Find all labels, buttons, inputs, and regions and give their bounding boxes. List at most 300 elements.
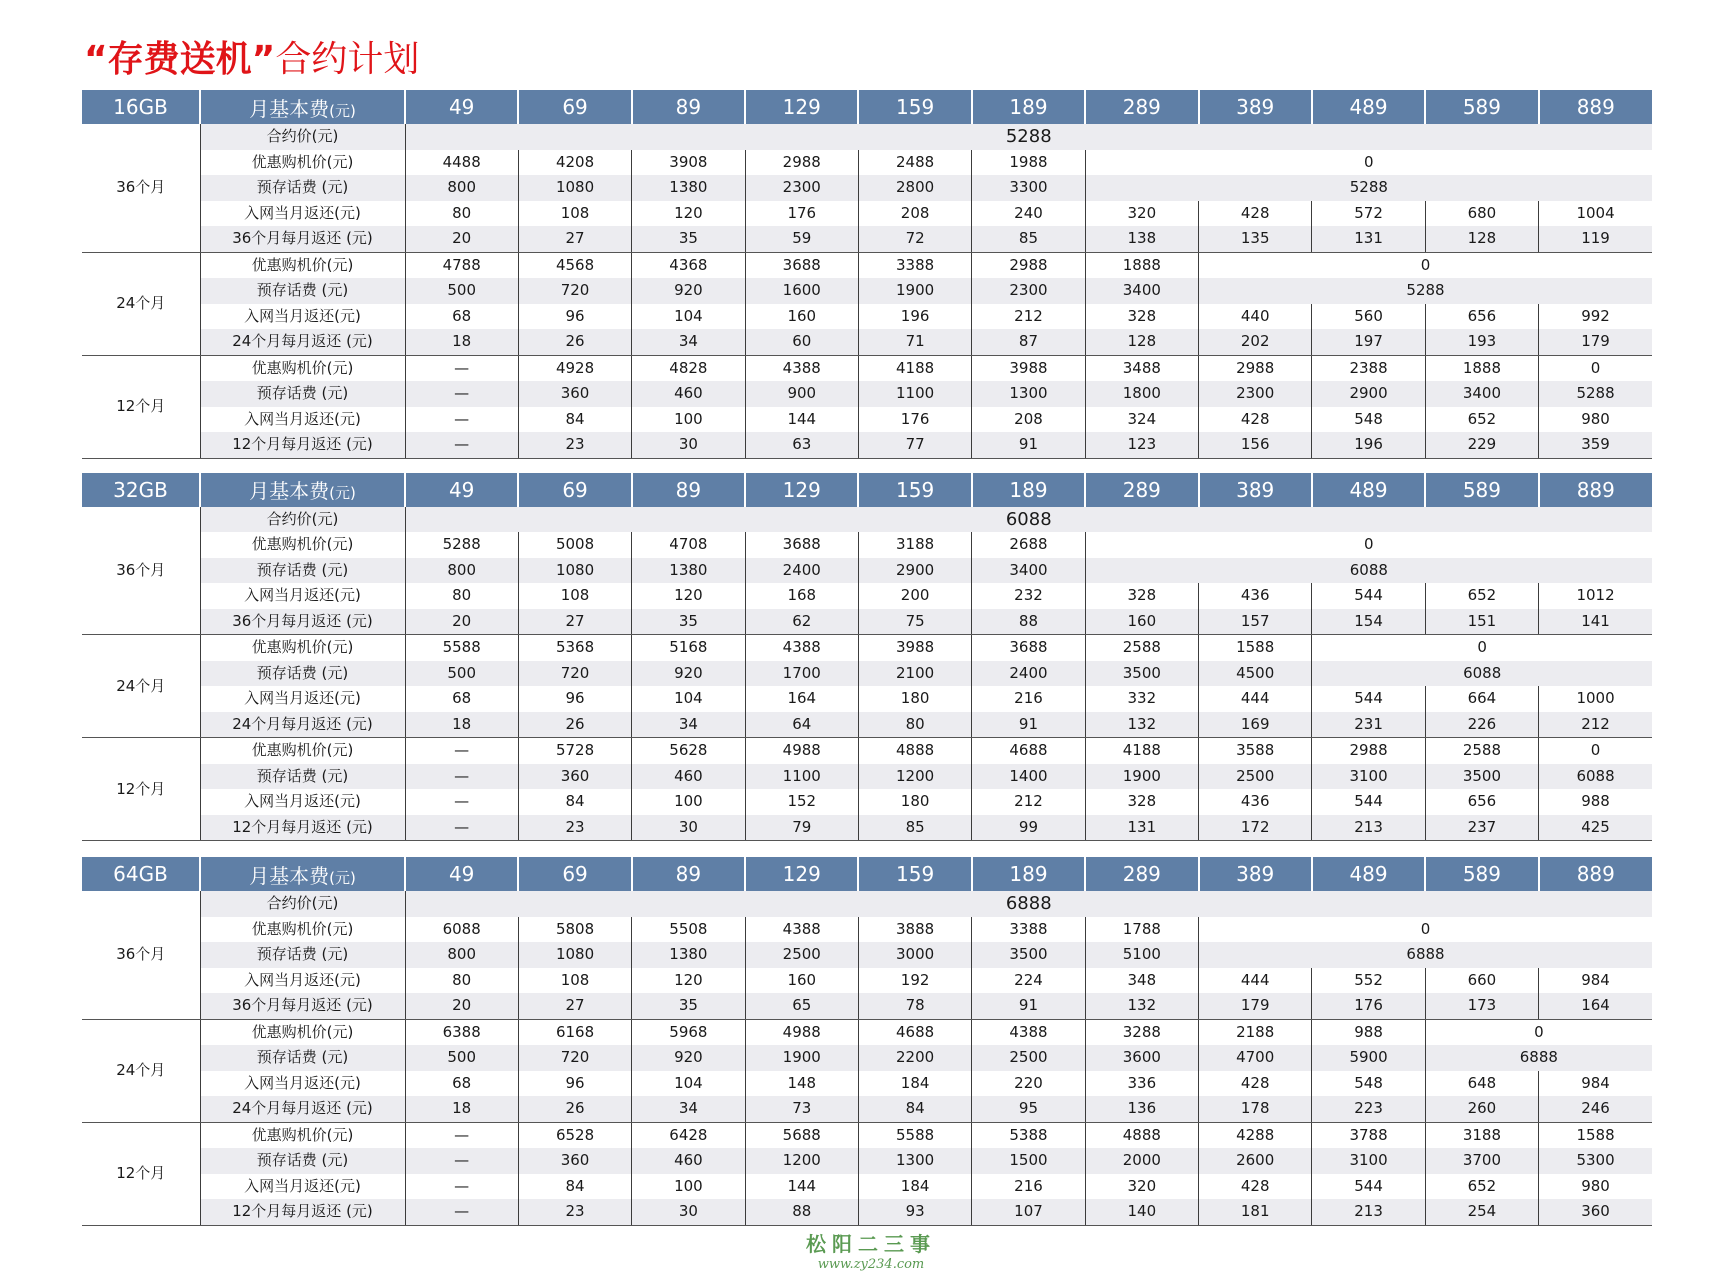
value-cell: 2588	[1425, 738, 1538, 764]
table-row	[82, 532, 1652, 558]
tier-header: 69	[518, 473, 631, 507]
value-cell: 6168	[518, 1019, 631, 1045]
row-label: 36个月每月返还 (元)	[200, 609, 405, 635]
table-row	[82, 124, 1652, 150]
table-row	[82, 583, 1652, 609]
value-cell: 95	[972, 1096, 1085, 1122]
plan-table-16gb	[82, 90, 1652, 459]
value-cell: 120	[632, 201, 745, 227]
value-cell: —	[405, 1199, 518, 1225]
plan-table-64gb	[82, 857, 1652, 1226]
value-cell: 0	[1539, 355, 1652, 381]
row-label: 12个月每月返还 (元)	[200, 815, 405, 841]
tier-header: 189	[972, 473, 1085, 507]
value-cell: 184	[858, 1174, 971, 1200]
merged-value-cell: 0	[1085, 532, 1652, 558]
value-cell: 85	[972, 226, 1085, 252]
value-cell: 436	[1199, 789, 1312, 815]
table-row	[82, 558, 1652, 584]
row-label: 入网当月返还(元)	[200, 407, 405, 433]
value-cell: 544	[1312, 583, 1425, 609]
value-cell: 128	[1085, 329, 1198, 355]
value-cell: 240	[972, 201, 1085, 227]
value-cell: 1900	[1085, 764, 1198, 790]
value-cell: 80	[405, 201, 518, 227]
row-label: 预存话费 (元)	[200, 381, 405, 407]
title-bold: “存费送机”	[84, 39, 276, 80]
table-row	[82, 635, 1652, 661]
tier-header: 49	[405, 857, 518, 891]
value-cell: 5008	[518, 532, 631, 558]
value-cell: 77	[858, 432, 971, 458]
value-cell: 5288	[405, 532, 518, 558]
value-cell: 3100	[1312, 1148, 1425, 1174]
value-cell: 108	[518, 968, 631, 994]
value-cell: 3188	[1425, 1122, 1538, 1148]
value-cell: 460	[632, 1148, 745, 1174]
value-cell: 30	[632, 432, 745, 458]
value-cell: 652	[1425, 1174, 1538, 1200]
value-cell: 23	[518, 815, 631, 841]
table-row	[82, 764, 1652, 790]
value-cell: 3688	[972, 635, 1085, 661]
value-cell: 5968	[632, 1019, 745, 1045]
row-label: 入网当月返还(元)	[200, 201, 405, 227]
value-cell: 460	[632, 381, 745, 407]
value-cell: 2500	[972, 1045, 1085, 1071]
value-cell: 85	[858, 815, 971, 841]
tier-header: 159	[858, 90, 971, 124]
value-cell: 1988	[972, 150, 1085, 176]
value-cell: 223	[1312, 1096, 1425, 1122]
value-cell: 3000	[858, 942, 971, 968]
value-cell: 2588	[1085, 635, 1198, 661]
value-cell: 428	[1199, 407, 1312, 433]
table-row	[82, 355, 1652, 381]
monthly-fee-header	[200, 90, 405, 124]
value-cell: 360	[518, 381, 631, 407]
value-cell: 138	[1085, 226, 1198, 252]
value-cell: 246	[1539, 1096, 1652, 1122]
value-cell: 984	[1539, 968, 1652, 994]
value-cell: 154	[1312, 609, 1425, 635]
table-row	[82, 968, 1652, 994]
value-cell: 100	[632, 789, 745, 815]
title-normal: 合约计划	[275, 39, 420, 80]
table-row	[82, 1122, 1652, 1148]
table-gap	[82, 841, 1652, 857]
value-cell: 3788	[1312, 1122, 1425, 1148]
value-cell: 169	[1199, 712, 1312, 738]
monthly-fee-unit: (元)	[329, 484, 356, 502]
period-cell: 36个月	[82, 507, 200, 635]
value-cell: —	[405, 738, 518, 764]
value-cell: 180	[858, 686, 971, 712]
monthly-fee-label: 月基本费	[249, 479, 330, 503]
value-cell: 34	[632, 1096, 745, 1122]
value-cell: 212	[1539, 712, 1652, 738]
value-cell: 68	[405, 1071, 518, 1097]
value-cell: 2300	[972, 278, 1085, 304]
value-cell: 3100	[1312, 764, 1425, 790]
value-cell: 2900	[1312, 381, 1425, 407]
value-cell: 35	[632, 993, 745, 1019]
value-cell: 160	[745, 968, 858, 994]
value-cell: 980	[1539, 1174, 1652, 1200]
tier-header: 589	[1425, 90, 1538, 124]
value-cell: 30	[632, 815, 745, 841]
value-cell: 1600	[745, 278, 858, 304]
value-cell: 5100	[1085, 942, 1198, 968]
table-row	[82, 686, 1652, 712]
value-cell: 1012	[1539, 583, 1652, 609]
value-cell: 144	[745, 407, 858, 433]
value-cell: 196	[858, 304, 971, 330]
value-cell: 1100	[858, 381, 971, 407]
watermark	[796, 1228, 946, 1272]
merged-value-cell: 5288	[1085, 175, 1652, 201]
tier-header: 289	[1085, 857, 1198, 891]
value-cell: 1588	[1539, 1122, 1652, 1148]
value-cell: 6428	[632, 1122, 745, 1148]
value-cell: 128	[1425, 226, 1538, 252]
row-label: 优惠购机价(元)	[200, 252, 405, 278]
value-cell: 224	[972, 968, 1085, 994]
header-row	[82, 90, 1652, 124]
tier-header: 889	[1539, 857, 1652, 891]
value-cell: 1300	[972, 381, 1085, 407]
value-cell: 4928	[518, 355, 631, 381]
table-row	[82, 304, 1652, 330]
table-row	[82, 712, 1652, 738]
value-cell: 132	[1085, 712, 1198, 738]
row-label: 预存话费 (元)	[200, 942, 405, 968]
value-cell: 80	[405, 968, 518, 994]
value-cell: 202	[1199, 329, 1312, 355]
value-cell: 444	[1199, 968, 1312, 994]
row-label: 入网当月返还(元)	[200, 789, 405, 815]
value-cell: 4568	[518, 252, 631, 278]
table-row	[82, 789, 1652, 815]
value-cell: 62	[745, 609, 858, 635]
value-cell: 96	[518, 1071, 631, 1097]
tier-header: 189	[972, 90, 1085, 124]
value-cell: 2000	[1085, 1148, 1198, 1174]
value-cell: 560	[1312, 304, 1425, 330]
tier-header: 159	[858, 857, 971, 891]
row-label: 预存话费 (元)	[200, 175, 405, 201]
value-cell: 64	[745, 712, 858, 738]
value-cell: 176	[1312, 993, 1425, 1019]
value-cell: 428	[1199, 201, 1312, 227]
value-cell: 3988	[972, 355, 1085, 381]
value-cell: 30	[632, 1199, 745, 1225]
monthly-fee-label: 月基本费	[249, 863, 330, 888]
merged-value-cell: 6088	[1312, 661, 1652, 687]
value-cell: 500	[405, 1045, 518, 1071]
table-row	[82, 1199, 1652, 1225]
value-cell: 656	[1425, 304, 1538, 330]
value-cell: 136	[1085, 1096, 1198, 1122]
row-label: 入网当月返还(元)	[200, 686, 405, 712]
monthly-fee-header	[200, 473, 405, 507]
value-cell: —	[405, 815, 518, 841]
value-cell: 4208	[518, 150, 631, 176]
value-cell: 35	[632, 609, 745, 635]
value-cell: 35	[632, 226, 745, 252]
value-cell: 4988	[745, 1019, 858, 1045]
value-cell: 208	[858, 201, 971, 227]
value-cell: 3500	[1425, 764, 1538, 790]
row-label: 优惠购机价(元)	[200, 1019, 405, 1045]
tier-header: 389	[1199, 473, 1312, 507]
tier-header: 129	[745, 857, 858, 891]
value-cell: 157	[1199, 609, 1312, 635]
value-cell: 2400	[745, 558, 858, 584]
row-label: 优惠购机价(元)	[200, 635, 405, 661]
value-cell: 1800	[1085, 381, 1198, 407]
value-cell: 920	[632, 661, 745, 687]
value-cell: 173	[1425, 993, 1538, 1019]
watermark-name: 松阳二三事	[806, 1232, 936, 1256]
tier-header: 389	[1199, 90, 1312, 124]
value-cell: 20	[405, 226, 518, 252]
value-cell: 26	[518, 712, 631, 738]
value-cell: 5808	[518, 917, 631, 943]
value-cell: 18	[405, 1096, 518, 1122]
value-cell: 3400	[972, 558, 1085, 584]
value-cell: 131	[1085, 815, 1198, 841]
value-cell: 1588	[1199, 635, 1312, 661]
table-body	[82, 507, 1652, 841]
value-cell: 160	[1085, 609, 1198, 635]
value-cell: 2988	[745, 150, 858, 176]
value-cell: 180	[858, 789, 971, 815]
row-label: 合约价(元)	[200, 507, 405, 533]
value-cell: —	[405, 355, 518, 381]
value-cell: 68	[405, 304, 518, 330]
value-cell: 6388	[405, 1019, 518, 1045]
value-cell: 720	[518, 661, 631, 687]
value-cell: 237	[1425, 815, 1538, 841]
value-cell: 1080	[518, 175, 631, 201]
value-cell: 181	[1199, 1199, 1312, 1225]
value-cell: 2300	[745, 175, 858, 201]
value-cell: 212	[972, 304, 1085, 330]
value-cell: 73	[745, 1096, 858, 1122]
period-cell: 12个月	[82, 738, 200, 841]
value-cell: 2488	[858, 150, 971, 176]
value-cell: 3500	[972, 942, 1085, 968]
capacity-cell: 16GB	[82, 90, 200, 124]
value-cell: 324	[1085, 407, 1198, 433]
value-cell: 193	[1425, 329, 1538, 355]
value-cell: 192	[858, 968, 971, 994]
row-label: 优惠购机价(元)	[200, 355, 405, 381]
value-cell: 5900	[1312, 1045, 1425, 1071]
value-cell: 3688	[745, 532, 858, 558]
period-cell: 24个月	[82, 1019, 200, 1122]
value-cell: 2388	[1312, 355, 1425, 381]
value-cell: 544	[1312, 1174, 1425, 1200]
value-cell: 131	[1312, 226, 1425, 252]
value-cell: 3400	[1085, 278, 1198, 304]
value-cell: 213	[1312, 1199, 1425, 1225]
period-cell: 12个月	[82, 1122, 200, 1225]
value-cell: 1888	[1425, 355, 1538, 381]
value-cell: 2800	[858, 175, 971, 201]
value-cell: 440	[1199, 304, 1312, 330]
value-cell: —	[405, 1174, 518, 1200]
value-cell: 71	[858, 329, 971, 355]
value-cell: 208	[972, 407, 1085, 433]
capacity-cell: 64GB	[82, 857, 200, 891]
table-row	[82, 226, 1652, 252]
value-cell: 920	[632, 1045, 745, 1071]
value-cell: 4688	[972, 738, 1085, 764]
value-cell: 3500	[1085, 661, 1198, 687]
tier-header: 189	[972, 857, 1085, 891]
value-cell: 232	[972, 583, 1085, 609]
value-cell: 135	[1199, 226, 1312, 252]
row-label: 入网当月返还(元)	[200, 1071, 405, 1097]
row-label: 预存话费 (元)	[200, 661, 405, 687]
value-cell: 544	[1312, 789, 1425, 815]
value-cell: —	[405, 764, 518, 790]
value-cell: 6088	[1539, 764, 1652, 790]
value-cell: 59	[745, 226, 858, 252]
value-cell: 2100	[858, 661, 971, 687]
value-cell: 18	[405, 712, 518, 738]
value-cell: 80	[858, 712, 971, 738]
tier-header: 589	[1425, 473, 1538, 507]
value-cell: 108	[518, 583, 631, 609]
header-row	[82, 857, 1652, 891]
value-cell: 3688	[745, 252, 858, 278]
value-cell: 197	[1312, 329, 1425, 355]
value-cell: 226	[1425, 712, 1538, 738]
table-row	[82, 1148, 1652, 1174]
value-cell: 5728	[518, 738, 631, 764]
monthly-fee-unit: (元)	[329, 101, 356, 120]
row-label: 12个月每月返还 (元)	[200, 1199, 405, 1225]
tier-header: 889	[1539, 473, 1652, 507]
value-cell: 500	[405, 661, 518, 687]
tier-header: 49	[405, 473, 518, 507]
value-cell: 1700	[745, 661, 858, 687]
value-cell: 178	[1199, 1096, 1312, 1122]
value-cell: 5288	[1539, 381, 1652, 407]
tier-header: 89	[632, 90, 745, 124]
value-cell: 164	[1539, 993, 1652, 1019]
table-row	[82, 201, 1652, 227]
value-cell: 359	[1539, 432, 1652, 458]
value-cell: 3288	[1085, 1019, 1198, 1045]
value-cell: 3400	[1425, 381, 1538, 407]
value-cell: 4888	[858, 738, 971, 764]
value-cell: 34	[632, 712, 745, 738]
value-cell: 160	[745, 304, 858, 330]
table-row	[82, 738, 1652, 764]
value-cell: 436	[1199, 583, 1312, 609]
table-row	[82, 150, 1652, 176]
value-cell: 5588	[858, 1122, 971, 1148]
value-cell: 79	[745, 815, 858, 841]
row-label: 预存话费 (元)	[200, 1045, 405, 1071]
table-header	[82, 857, 1652, 891]
table-row	[82, 942, 1652, 968]
value-cell: 572	[1312, 201, 1425, 227]
value-cell: 156	[1199, 432, 1312, 458]
value-cell: 664	[1425, 686, 1538, 712]
table-row	[82, 175, 1652, 201]
value-cell: 544	[1312, 686, 1425, 712]
row-label: 24个月每月返还 (元)	[200, 1096, 405, 1122]
row-label: 优惠购机价(元)	[200, 738, 405, 764]
value-cell: 4828	[632, 355, 745, 381]
value-cell: 5388	[972, 1122, 1085, 1148]
row-label: 优惠购机价(元)	[200, 917, 405, 943]
value-cell: 652	[1425, 407, 1538, 433]
row-label: 预存话费 (元)	[200, 558, 405, 584]
table-header	[82, 473, 1652, 507]
monthly-fee-header	[200, 857, 405, 891]
row-label: 预存话费 (元)	[200, 764, 405, 790]
merged-value-cell: 6888	[1199, 942, 1652, 968]
value-cell: 88	[972, 609, 1085, 635]
value-cell: 5588	[405, 635, 518, 661]
value-cell: 75	[858, 609, 971, 635]
value-cell: 120	[632, 583, 745, 609]
table-body	[82, 891, 1652, 1225]
value-cell: 320	[1085, 201, 1198, 227]
value-cell: 2500	[745, 942, 858, 968]
value-cell: 179	[1199, 993, 1312, 1019]
value-cell: 108	[518, 201, 631, 227]
value-cell: 1080	[518, 558, 631, 584]
watermark-url: www.zy234.com	[817, 1257, 925, 1272]
value-cell: 460	[632, 764, 745, 790]
tier-header: 389	[1199, 857, 1312, 891]
merged-value-cell: 6088	[1085, 558, 1652, 584]
plan-table-32gb	[82, 473, 1652, 842]
row-label: 36个月每月返还 (元)	[200, 226, 405, 252]
value-cell: 2300	[1199, 381, 1312, 407]
row-label: 预存话费 (元)	[200, 1148, 405, 1174]
value-cell: 444	[1199, 686, 1312, 712]
value-cell: 6528	[518, 1122, 631, 1148]
table-body	[82, 124, 1652, 458]
merged-value-cell: 0	[1085, 150, 1652, 176]
value-cell: 20	[405, 609, 518, 635]
table-row	[82, 993, 1652, 1019]
value-cell: 5168	[632, 635, 745, 661]
table-row	[82, 1019, 1652, 1045]
value-cell: 231	[1312, 712, 1425, 738]
contract-price-value: 6888	[405, 891, 1652, 917]
value-cell: 320	[1085, 1174, 1198, 1200]
tier-header: 159	[858, 473, 971, 507]
value-cell: 984	[1539, 1071, 1652, 1097]
value-cell: 72	[858, 226, 971, 252]
value-cell: 91	[972, 993, 1085, 1019]
value-cell: 2500	[1199, 764, 1312, 790]
value-cell: 3888	[858, 917, 971, 943]
table-row	[82, 1071, 1652, 1097]
row-label: 入网当月返还(元)	[200, 583, 405, 609]
row-label: 合约价(元)	[200, 891, 405, 917]
value-cell: 4500	[1199, 661, 1312, 687]
